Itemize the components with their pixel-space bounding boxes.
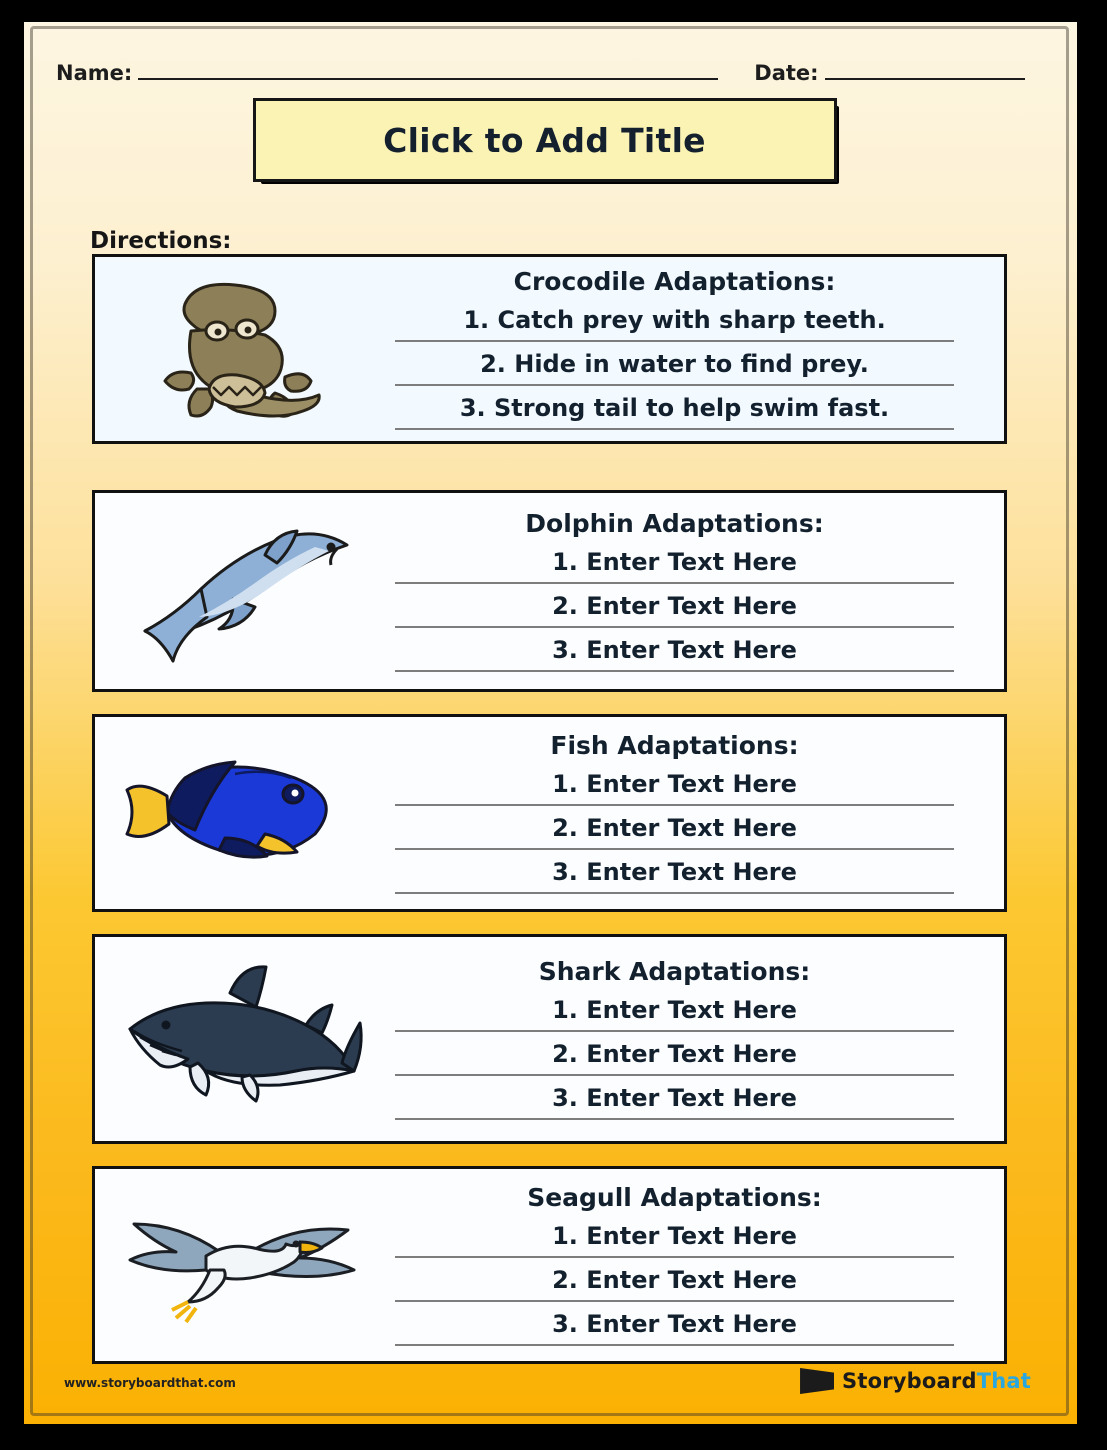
card-shark bbox=[92, 934, 1007, 1144]
brand-logo bbox=[800, 1368, 1031, 1394]
seagull-illustration bbox=[95, 1190, 385, 1340]
card-line-1[interactable]: 1. Enter Text Here bbox=[395, 544, 954, 584]
card-line-2[interactable]: 2. Hide in water to find prey. bbox=[395, 346, 954, 386]
title-area bbox=[28, 106, 1071, 184]
card-seagull bbox=[92, 1166, 1007, 1364]
name-label: Name: bbox=[56, 61, 133, 85]
adaptation-cards bbox=[92, 254, 1007, 1386]
worksheet-content bbox=[28, 26, 1071, 1420]
title-shadow bbox=[261, 106, 839, 184]
dolphin-illustration bbox=[95, 511, 385, 671]
card-line-1[interactable]: 1. Catch prey with sharp teeth. bbox=[395, 302, 954, 342]
card-line-2[interactable]: 2. Enter Text Here bbox=[395, 810, 954, 850]
card-line-3[interactable]: 3. Enter Text Here bbox=[395, 632, 954, 672]
card-seagull-body bbox=[385, 1169, 1004, 1362]
name-input[interactable] bbox=[138, 56, 718, 80]
card-crocodile-body bbox=[385, 253, 1004, 446]
page-border-right bbox=[1077, 0, 1107, 1450]
card-line-2[interactable]: 2. Enter Text Here bbox=[395, 1262, 954, 1302]
card-line-1[interactable]: 1. Enter Text Here bbox=[395, 992, 954, 1032]
brand-main: Storyboard bbox=[842, 1369, 977, 1393]
card-line-1[interactable]: 1. Enter Text Here bbox=[395, 766, 954, 806]
page-border-left bbox=[0, 0, 24, 1450]
page-border-top bbox=[0, 0, 1107, 22]
brand-accent: That bbox=[976, 1369, 1031, 1393]
date-label: Date: bbox=[754, 61, 819, 85]
card-title: Seagull Adaptations: bbox=[527, 1182, 822, 1212]
date-input[interactable] bbox=[825, 56, 1025, 80]
name-date-row bbox=[56, 56, 1061, 90]
card-line-3[interactable]: 3. Strong tail to help swim fast. bbox=[395, 390, 954, 430]
card-shark-body bbox=[385, 943, 1004, 1136]
card-title: Shark Adaptations: bbox=[538, 956, 811, 986]
card-dolphin bbox=[92, 490, 1007, 692]
card-dolphin-body bbox=[385, 495, 1004, 688]
fish-illustration bbox=[95, 738, 385, 888]
card-title: Crocodile Adaptations: bbox=[513, 266, 836, 296]
card-gap bbox=[92, 466, 1007, 490]
storyboard-mark-icon bbox=[800, 1368, 834, 1394]
directions-label: Directions: bbox=[90, 228, 232, 254]
card-line-1[interactable]: 1. Enter Text Here bbox=[395, 1218, 954, 1258]
shark-illustration bbox=[95, 959, 385, 1119]
card-fish bbox=[92, 714, 1007, 912]
card-title: Dolphin Adaptations: bbox=[525, 508, 824, 538]
card-crocodile bbox=[92, 254, 1007, 444]
card-line-3[interactable]: 3. Enter Text Here bbox=[395, 854, 954, 894]
card-title: Fish Adaptations: bbox=[550, 730, 799, 760]
card-line-2[interactable]: 2. Enter Text Here bbox=[395, 1036, 954, 1076]
brand-text bbox=[842, 1369, 1031, 1393]
title-input[interactable]: Click to Add Title bbox=[253, 98, 837, 182]
card-fish-body bbox=[385, 717, 1004, 910]
card-line-3[interactable]: 3. Enter Text Here bbox=[395, 1306, 954, 1346]
footer-url[interactable]: www.storyboardthat.com bbox=[64, 1376, 236, 1390]
page-border-bottom bbox=[0, 1424, 1107, 1450]
card-line-3[interactable]: 3. Enter Text Here bbox=[395, 1080, 954, 1120]
card-line-2[interactable]: 2. Enter Text Here bbox=[395, 588, 954, 628]
crocodile-illustration bbox=[95, 269, 385, 429]
